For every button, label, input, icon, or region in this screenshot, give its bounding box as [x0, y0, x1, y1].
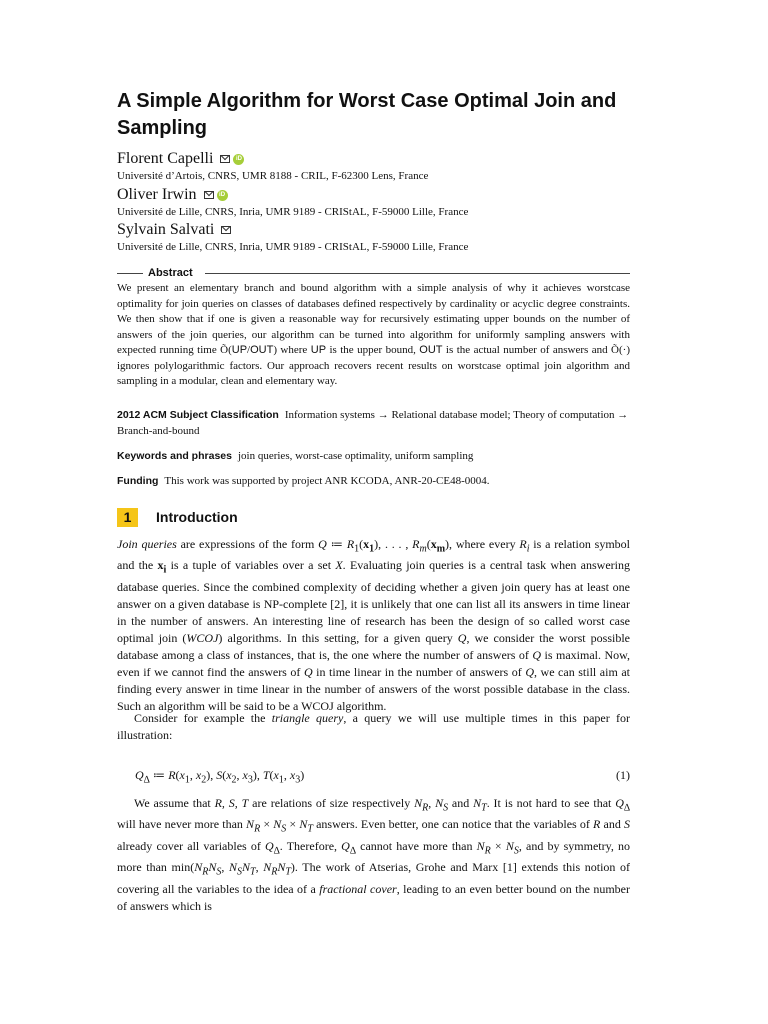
- body-paragraph: Join queries are expressions of the form Q ≔ $R_1(x_1)$, . . . , $R_m(x_m)$, where every $R_i$ is a relation symbol and the $x_i$ is a tuple of variables over a set X. Evaluating join queries is a central task when answering database queries. Since the combined complexity of deciding whether a given join query has at least one answer on a given database is NP-complete [2], it is unlikely that one can list all its answers in time linear in the number of answers. An interesting line of research has been the design of so called worst case optimal join (WCOJ) algorithms. In this setting, for a given query Q, we consider the worst possible database among a class of instances, that is, the one where the number of answers of Q is maximal. Now, even if we cannot find the answers of Q in time linear in the number of answers of Q, we can still aim at finding every answer in time linear in the number of answers of the worst possible database in the class. Such an algorithm will be said to be a WCOJ algorithm.: [117, 537, 630, 713]
- abstract-heading: [117, 266, 630, 280]
- funding-text: This work was supported by project ANR KCODA, ANR-20-CE48-0004.: [164, 475, 490, 487]
- acm-text: Information systems → Relational database model; Theory of computation → Branch-and-bound: [117, 409, 629, 437]
- mail-icon[interactable]: [220, 155, 230, 163]
- body-paragraph: We assume that R, S, T are relations of size respectively $N_R$, $N_S$ and $N_T$. It is not hard to see that $Q_\Delta$ will have never more than $N_R \times N_S \times N_T$ answers. Even better, one can notice that the variables of R and S already cover all variables of $Q_\Delta$. Therefore, $Q_\Delta$ cannot have more than $N_R \times N_S$, and by symmetry, no more than $\min(N_RN_S$, $N_SN_T$, $N_RN_T$). The work of Atserias, Grohe and Marx [1] extends this notion of covering all the variables to the idea of a fractional cover, leading to an even better bound on the number of answers which is: [117, 796, 631, 913]
- orcid-icon[interactable]: iD: [217, 190, 228, 201]
- mail-icon[interactable]: [204, 191, 214, 199]
- orcid-icon[interactable]: iD: [233, 154, 244, 165]
- body-paragraph: Consider for example the triangle query, a query we will use multiple times in this paper for illustration:: [117, 711, 630, 742]
- author-affiliation: Université de Lille, CNRS, Inria, UMR 9189 - CRIStAL, F-59000 Lille, France: [117, 206, 469, 218]
- section-title: Introduction: [156, 509, 238, 525]
- author-name: [117, 150, 630, 168]
- section-heading: [117, 507, 238, 527]
- divider: [117, 273, 143, 274]
- author-block: [117, 186, 630, 219]
- keywords-text: join queries, worst-case optimality, uniform sampling: [237, 450, 474, 462]
- author-affiliation: Université d’Artois, CNRS, UMR 8188 - CRIL, F-62300 Lens, France: [117, 170, 429, 182]
- mail-icon[interactable]: [221, 226, 231, 234]
- acm-label: 2012 ACM Subject Classification: [117, 409, 279, 421]
- equation-number: (1): [616, 768, 630, 782]
- funding-label: Funding: [117, 475, 159, 487]
- author-name-text: Sylvain Salvati: [117, 221, 215, 238]
- section-number: 1: [117, 508, 138, 527]
- keywords-label: Keywords and phrases: [117, 450, 232, 462]
- author-name-text: Florent Capelli: [117, 150, 214, 167]
- funding: [117, 474, 630, 490]
- abstract-text: We present an elementary branch and bound algorithm with a simple analysis of why it achieves worstcase optimality for join queries on classes of databases defined respectively by cardinality or acyclic degree constraints. We then show that if one is given a reasonable way for recursively estimating upper bounds on the number of answers of the join queries, our algorithm can be turned into algorithm for uniformly sampling answers with expected running time Õ(UP/OUT) where UP is the upper bound, OUT is the actual number of answers and Õ(·) ignores polylogarithmic factors. Our approach recovers recent results on worstcase optimal join algorithm and sampling in a modular, clean and elementary way.: [117, 282, 630, 387]
- author-name-text: Oliver Irwin: [117, 186, 197, 203]
- author-name: [117, 221, 630, 239]
- author-name: [117, 186, 630, 204]
- acm-classification: [117, 408, 630, 439]
- author-affiliation: Université de Lille, CNRS, Inria, UMR 9189 - CRIStAL, F-59000 Lille, France: [117, 241, 469, 253]
- abstract-label: Abstract: [148, 267, 193, 279]
- paper-title: A Simple Algorithm for Worst Case Optimal Join and Sampling: [117, 90, 617, 139]
- keywords: [117, 449, 630, 465]
- equation-body: $Q_\Delta$ ≔ $R(x_1$, $x_2$), $S(x_2$, $x_3$), $T(x_1$, $x_3$): [135, 768, 305, 786]
- equation: [135, 767, 630, 784]
- author-block: [117, 150, 630, 183]
- divider: [205, 273, 630, 274]
- author-block: [117, 221, 630, 254]
